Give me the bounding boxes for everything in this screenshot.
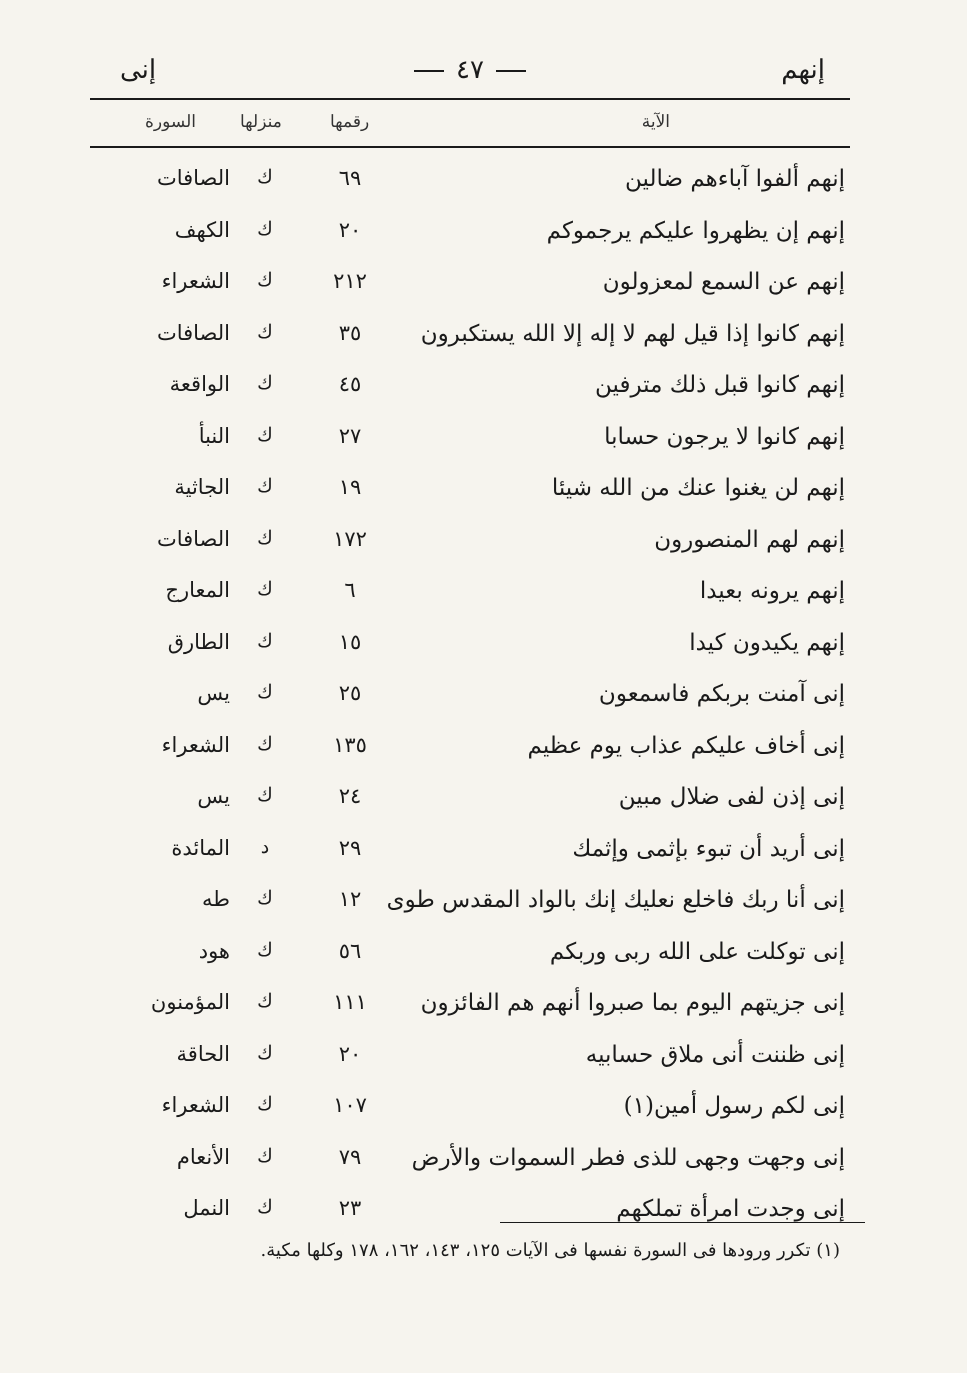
table-row bbox=[90, 469, 850, 521]
sura-name: النبأ bbox=[198, 423, 230, 448]
ayah-text: إنى إذن لفى ضلال مبين bbox=[618, 784, 845, 810]
table-row bbox=[90, 984, 850, 1036]
sura-name: هود bbox=[198, 938, 230, 963]
table-row bbox=[90, 418, 850, 470]
table-row bbox=[90, 212, 850, 264]
sura-name: الواقعة bbox=[169, 372, 230, 396]
table-row bbox=[90, 263, 850, 315]
revelation-place: ك bbox=[257, 629, 273, 652]
sura-name: الطارق bbox=[167, 629, 230, 654]
revelation-place: ك bbox=[257, 681, 273, 703]
ayah-number: ٢٩ bbox=[338, 835, 362, 860]
table-row bbox=[90, 624, 850, 676]
ayah-text: إنى لكم رسول أمين(١) bbox=[623, 1093, 845, 1119]
dash-right bbox=[414, 70, 444, 72]
table-row bbox=[90, 160, 850, 212]
sura-name: الصافات bbox=[156, 166, 230, 190]
sura-name: الحاقة bbox=[176, 1041, 230, 1066]
guide-word-right: إنهم bbox=[781, 55, 825, 85]
revelation-place: ك bbox=[257, 990, 273, 1012]
ayah-text: إنى آمنت بربكم فاسمعون bbox=[598, 681, 845, 707]
ayah-text: إنهم يرونه بعيدا bbox=[699, 578, 845, 604]
revelation-place: ك bbox=[257, 526, 273, 549]
ayah-number: ٣٥ bbox=[338, 320, 362, 345]
page-number bbox=[90, 55, 850, 85]
ayah-text: إنهم لن يغنوا عنك من الله شيئا bbox=[551, 475, 845, 501]
revelation-place: ك bbox=[257, 1041, 273, 1064]
ayah-number: ١١١ bbox=[333, 990, 367, 1014]
revelation-place: ك bbox=[257, 1144, 273, 1167]
table-row bbox=[90, 521, 850, 573]
ayah-text: إنى توكلت على الله ربى وربكم bbox=[549, 938, 845, 965]
sura-name: يس bbox=[197, 681, 230, 705]
table-row bbox=[90, 572, 850, 624]
revelation-place: ك bbox=[257, 423, 273, 446]
table-row bbox=[90, 778, 850, 830]
revelation-place: ك bbox=[257, 784, 273, 806]
ayah-number: ٢٤ bbox=[338, 784, 362, 808]
column-header-rule bbox=[90, 146, 850, 148]
page-number-value: ٤٧ bbox=[456, 55, 484, 85]
ayah-number: ٢٧ bbox=[338, 423, 362, 448]
ayah-text: إنهم ألفوا آباءهم ضالين bbox=[625, 166, 845, 192]
sura-name: الجاثية bbox=[174, 475, 230, 499]
table-row bbox=[90, 727, 850, 779]
revelation-place: ك bbox=[257, 938, 273, 961]
ayah-number: ٧٩ bbox=[338, 1144, 362, 1169]
sura-name: الشعراء bbox=[161, 732, 230, 757]
sura-name: النمل bbox=[183, 1196, 230, 1220]
ayah-text: إنهم كانوا قبل ذلك مترفين bbox=[595, 372, 845, 398]
revelation-place: ك bbox=[257, 217, 273, 240]
sura-name: يس bbox=[197, 784, 230, 808]
ayah-number: ١٠٧ bbox=[333, 1093, 367, 1117]
revelation-place: ك bbox=[257, 166, 273, 188]
concordance-table bbox=[90, 160, 850, 1242]
table-row bbox=[90, 1087, 850, 1139]
sura-name: الصافات bbox=[156, 320, 230, 345]
dash-left bbox=[496, 70, 526, 72]
sura-name: المؤمنون bbox=[150, 990, 230, 1014]
ayah-number: ٢٣ bbox=[338, 1196, 362, 1220]
sura-name: الأنعام bbox=[176, 1144, 230, 1169]
ayah-text: إنهم لهم المنصورون bbox=[654, 526, 845, 553]
revelation-place: ك bbox=[257, 320, 273, 343]
table-row bbox=[90, 933, 850, 985]
sura-name: الشعراء bbox=[161, 1093, 230, 1117]
guide-word-left: إنى bbox=[120, 55, 157, 85]
sura-name: المائدة bbox=[171, 835, 230, 860]
revelation-place: ك bbox=[257, 578, 273, 600]
sura-name: الشعراء bbox=[161, 269, 230, 293]
revelation-place: ك bbox=[257, 1196, 273, 1218]
ayah-text: إنهم إن يظهروا عليكم يرجموكم bbox=[546, 217, 845, 244]
ayah-text: إنى جزيتهم اليوم بما صبروا أنهم هم الفائزون bbox=[420, 990, 845, 1016]
header-rule bbox=[90, 98, 850, 100]
table-row bbox=[90, 1190, 850, 1242]
ayah-number: ٤٥ bbox=[338, 372, 362, 396]
ayah-text: إنى أريد أن تبوء بإثمى وإثمك bbox=[572, 835, 845, 862]
table-row bbox=[90, 830, 850, 882]
ayah-number: ٢٠ bbox=[338, 217, 362, 242]
table-row bbox=[90, 1036, 850, 1088]
footnote-rule bbox=[500, 1222, 865, 1223]
ayah-text: إنهم عن السمع لمعزولون bbox=[602, 269, 845, 295]
sura-name: الكهف bbox=[174, 217, 230, 242]
table-row bbox=[90, 315, 850, 367]
ayah-text: إنهم كانوا لا يرجون حسابا bbox=[604, 423, 845, 450]
page-header bbox=[90, 55, 850, 95]
ayah-text: إنى وجهت وجهى للذى فطر السموات والأرض bbox=[411, 1144, 845, 1171]
ayah-number: ١٢ bbox=[338, 887, 362, 911]
revelation-place: ك bbox=[257, 475, 273, 497]
ayah-number: ١٩ bbox=[338, 475, 362, 499]
table-row bbox=[90, 675, 850, 727]
ayah-text: إنهم كانوا إذا قيل لهم لا إله إلا الله يستكبرون bbox=[420, 320, 845, 347]
table-row bbox=[90, 1139, 850, 1191]
ayah-text: إنى وجدت امرأة تملكهم bbox=[616, 1196, 845, 1222]
ayah-number: ٦٩ bbox=[338, 166, 362, 190]
column-header-ayah: الآية bbox=[641, 112, 670, 132]
table-row bbox=[90, 366, 850, 418]
revelation-place: ك bbox=[257, 1093, 273, 1115]
ayah-text: إنهم يكيدون كيدا bbox=[689, 629, 845, 656]
ayah-number: ٢٥ bbox=[338, 681, 362, 705]
ayah-number: ١٧٢ bbox=[333, 526, 367, 551]
footnote: (١) تكرر ورودها فى السورة نفسها فى الآيات ١٢٥، ١٤٣، ١٦٢، ١٧٨ وكلها مكية. bbox=[260, 1240, 840, 1261]
ayah-number: ٢١٢ bbox=[333, 269, 367, 293]
ayah-number: ٢٠ bbox=[338, 1041, 362, 1066]
ayah-number: ١٣٥ bbox=[333, 732, 367, 757]
revelation-place: د bbox=[260, 835, 270, 858]
revelation-place: ك bbox=[257, 732, 273, 755]
ayah-number: ٦ bbox=[344, 578, 356, 602]
sura-name: المعارج bbox=[165, 578, 230, 602]
sura-name: الصافات bbox=[156, 526, 230, 551]
ayah-text: إنى أنا ربك فاخلع نعليك إنك بالواد المقدس طوى bbox=[386, 887, 845, 913]
revelation-place: ك bbox=[257, 269, 273, 291]
ayah-text: إنى أخاف عليكم عذاب يوم عظيم bbox=[527, 732, 845, 759]
revelation-place: ك bbox=[257, 887, 273, 909]
table-row bbox=[90, 881, 850, 933]
column-header-place: منزلها bbox=[240, 112, 282, 132]
sura-name: طه bbox=[202, 887, 230, 911]
column-header-sura: السورة bbox=[145, 112, 196, 132]
revelation-place: ك bbox=[257, 372, 273, 394]
ayah-number: ٥٦ bbox=[338, 938, 362, 963]
column-headers bbox=[90, 106, 850, 140]
column-header-number: رقمها bbox=[330, 112, 370, 132]
ayah-text: إنى ظننت أنى ملاق حسابيه bbox=[585, 1041, 845, 1068]
ayah-number: ١٥ bbox=[338, 629, 362, 654]
